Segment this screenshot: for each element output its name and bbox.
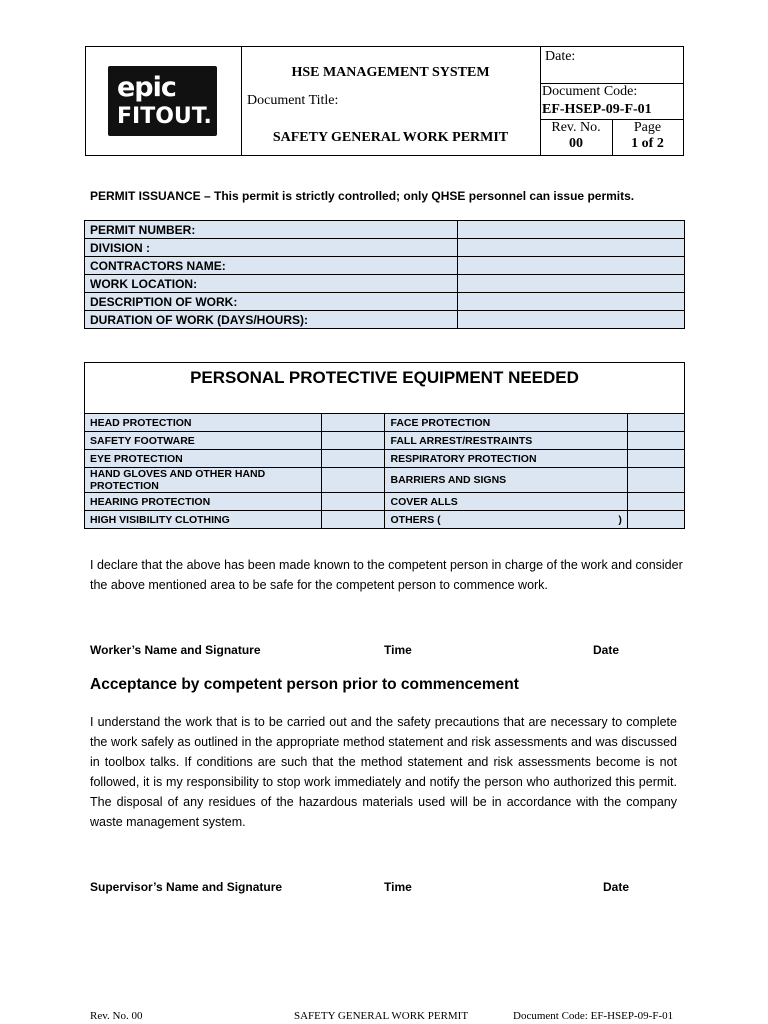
logo-cell bbox=[86, 47, 242, 155]
revision-label: Rev. No. bbox=[551, 120, 601, 135]
ppe-others-close: ) bbox=[618, 513, 622, 526]
revision-value: 00 bbox=[569, 136, 583, 151]
ppe-checkbox-cell[interactable] bbox=[322, 414, 385, 432]
permit-number-field[interactable] bbox=[458, 221, 685, 239]
document-code-label: Document Code: bbox=[542, 84, 638, 99]
field-label: WORK LOCATION: bbox=[85, 275, 458, 293]
table-row bbox=[85, 239, 685, 257]
permit-issuance-note: PERMIT ISSUANCE – This permit is strictly controlled; only QHSE personnel can issue permits. bbox=[90, 189, 635, 203]
ppe-item-label: HEAD PROTECTION bbox=[85, 414, 322, 432]
document-title-label: Document Title: bbox=[247, 93, 339, 108]
table-row bbox=[85, 311, 685, 329]
document-title: SAFETY GENERAL WORK PERMIT bbox=[272, 130, 509, 145]
company-logo bbox=[108, 66, 217, 136]
footer-document-code: Document Code: EF-HSEP-09-F-01 bbox=[513, 1010, 674, 1022]
title-cell bbox=[241, 47, 541, 155]
table-row bbox=[85, 450, 685, 468]
date-cell bbox=[540, 47, 683, 84]
worker-date-label: Date bbox=[593, 643, 620, 657]
supervisor-name-signature-label: Supervisor’s Name and Signature bbox=[90, 880, 283, 894]
work-location-field[interactable] bbox=[458, 275, 685, 293]
logo-line-2: FITOUT. bbox=[117, 104, 212, 129]
description-of-work-field[interactable] bbox=[458, 293, 685, 311]
ppe-item-label: EYE PROTECTION bbox=[85, 450, 322, 468]
table-row bbox=[85, 293, 685, 311]
revision-cell bbox=[540, 119, 613, 155]
meta-cell bbox=[540, 47, 683, 155]
table-row bbox=[85, 275, 685, 293]
ppe-item-label: HEARING PROTECTION bbox=[85, 493, 322, 511]
page-label: Page bbox=[633, 120, 662, 135]
ppe-checkbox-cell[interactable] bbox=[627, 468, 684, 493]
supervisor-time-label: Time bbox=[384, 880, 412, 894]
field-label: PERMIT NUMBER: bbox=[85, 221, 458, 239]
ppe-checkbox-cell[interactable] bbox=[627, 414, 684, 432]
supervisor-date-label: Date bbox=[603, 880, 630, 894]
ppe-item-label: FALL ARREST/RESTRAINTS bbox=[385, 432, 627, 450]
ppe-item-label: HIGH VISIBILITY CLOTHING bbox=[85, 511, 322, 529]
document-code-cell bbox=[540, 83, 683, 120]
ppe-item-label: COVER ALLS bbox=[385, 493, 627, 511]
footer-title: SAFETY GENERAL WORK PERMIT bbox=[294, 1010, 469, 1022]
table-row bbox=[85, 511, 685, 529]
acceptance-text: I understand the work that is to be carried out and the safety precautions that are necessary to complete the work safely as outlined in the appropriate method statement and risk assessments and was discussed in toolbox talks. If conditions are such that the method statement and risk assessments become is not followed, it is my responsibility to stop work immediately and notify the person who authorized this permit. The disposal of any residues of the hazardous materials used will be in accordance with the company waste management system. bbox=[90, 715, 677, 829]
field-label: CONTRACTORS NAME: bbox=[85, 257, 458, 275]
ppe-checkbox-cell[interactable] bbox=[322, 450, 385, 468]
acceptance-heading: Acceptance by competent person prior to commencement bbox=[90, 676, 519, 693]
ppe-header-box bbox=[84, 362, 685, 413]
ppe-checkbox-cell[interactable] bbox=[322, 468, 385, 493]
page-cell bbox=[612, 119, 683, 155]
ppe-checkbox-cell[interactable] bbox=[322, 432, 385, 450]
ppe-item-label: SAFETY FOOTWARE bbox=[85, 432, 322, 450]
ppe-table bbox=[84, 413, 685, 529]
page-value: 1 of 2 bbox=[631, 136, 664, 151]
table-row bbox=[85, 414, 685, 432]
document-header bbox=[85, 46, 684, 156]
ppe-item-label: HAND GLOVES AND OTHER HAND PROTECTION bbox=[85, 468, 322, 493]
ppe-others-cell[interactable] bbox=[385, 511, 627, 529]
ppe-checkbox-cell[interactable] bbox=[322, 493, 385, 511]
ppe-checkbox-cell[interactable] bbox=[627, 450, 684, 468]
ppe-checkbox-cell[interactable] bbox=[627, 493, 684, 511]
field-label: DURATION OF WORK (DAYS/HOURS): bbox=[85, 311, 458, 329]
ppe-item-label: RESPIRATORY PROTECTION bbox=[385, 450, 627, 468]
division-field[interactable] bbox=[458, 239, 685, 257]
logo-line-1: epic bbox=[117, 72, 176, 103]
table-row bbox=[85, 221, 685, 239]
duration-of-work-field[interactable] bbox=[458, 311, 685, 329]
contractors-name-field[interactable] bbox=[458, 257, 685, 275]
field-label: DESCRIPTION OF WORK: bbox=[85, 293, 458, 311]
ppe-item-label: FACE PROTECTION bbox=[385, 414, 627, 432]
ppe-title: PERSONAL PROTECTIVE EQUIPMENT NEEDED bbox=[190, 368, 579, 387]
table-row bbox=[85, 432, 685, 450]
table-row bbox=[85, 493, 685, 511]
ppe-item-label: BARRIERS AND SIGNS bbox=[385, 468, 627, 493]
footer-revision: Rev. No. 00 bbox=[90, 1010, 143, 1022]
date-label: Date: bbox=[545, 49, 576, 64]
declaration-text: I declare that the above has been made known to the competent person in charge of the work and consider the above mentioned area to be safe for the competent person to commence work. bbox=[90, 558, 683, 592]
field-label: DIVISION : bbox=[85, 239, 458, 257]
worker-name-signature-label: Worker’s Name and Signature bbox=[90, 643, 261, 657]
worker-time-label: Time bbox=[384, 643, 412, 657]
document-code: EF-HSEP-09-F-01 bbox=[542, 102, 652, 117]
ppe-checkbox-cell[interactable] bbox=[627, 432, 684, 450]
table-row bbox=[85, 257, 685, 275]
ppe-checkbox-cell[interactable] bbox=[322, 511, 385, 529]
system-title: HSE MANAGEMENT SYSTEM bbox=[291, 65, 490, 80]
table-row bbox=[85, 468, 685, 493]
permit-details-table bbox=[84, 220, 685, 329]
ppe-item-label: OTHERS ( bbox=[390, 513, 441, 526]
ppe-checkbox-cell[interactable] bbox=[627, 511, 684, 529]
